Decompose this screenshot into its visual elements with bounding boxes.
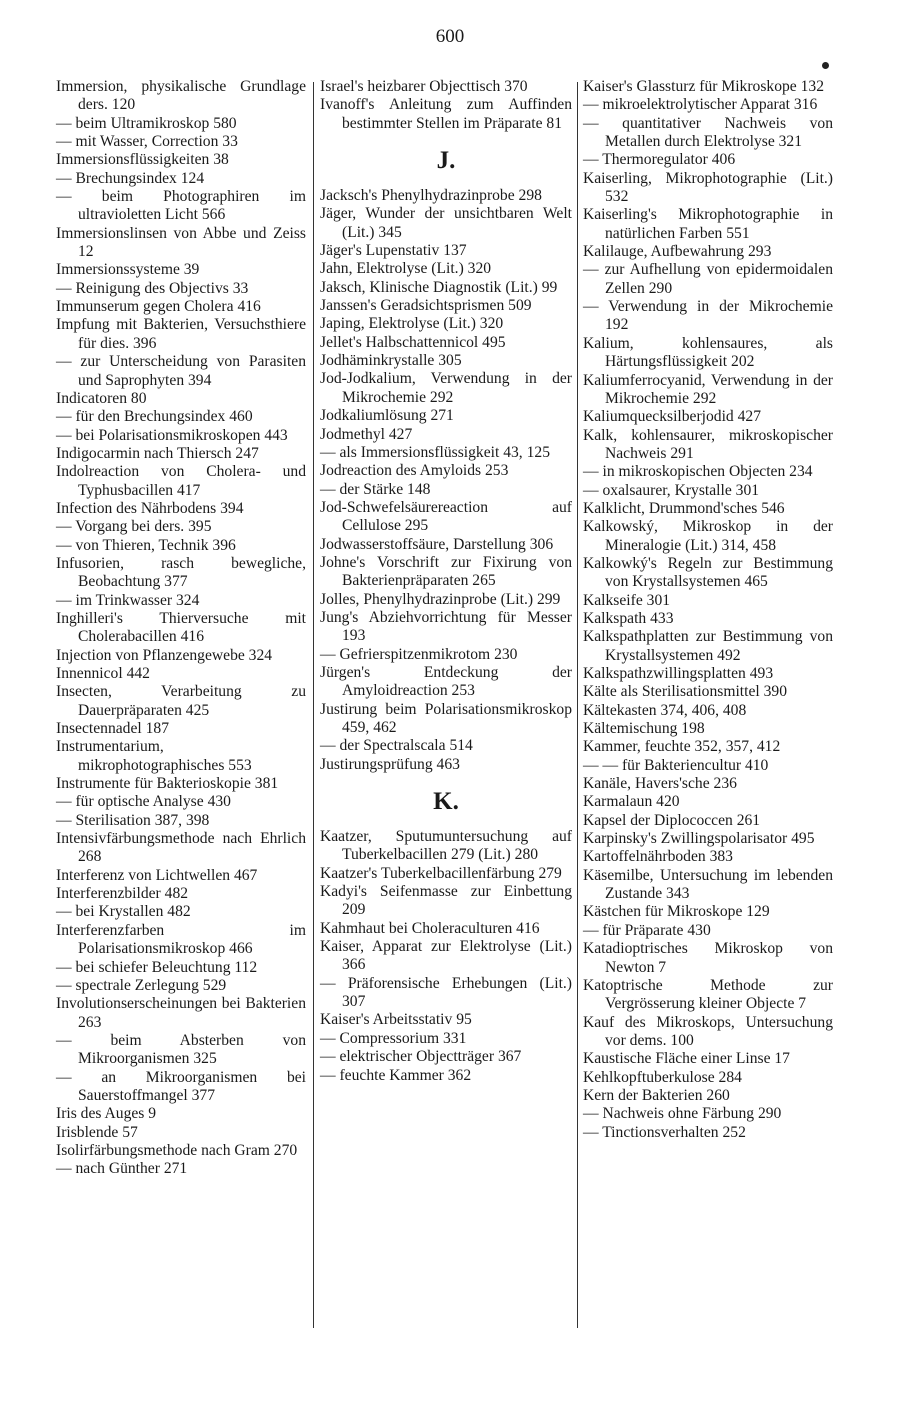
- index-entry: — mit Wasser, Correction 33: [56, 133, 238, 151]
- section-letter: J.: [436, 147, 456, 175]
- index-entry: — der Stärke 148: [320, 480, 431, 498]
- index-entry: Kaiserling's Mikrophotographie in natürlichen Farben 551: [583, 206, 833, 242]
- index-entry: Kammer, feuchte 352, 357, 412: [583, 738, 781, 756]
- index-entry: Indicatoren 80: [56, 389, 147, 407]
- index-entry: Katadioptrisches Mikroskop von Newton 7: [583, 940, 833, 976]
- index-entry: — Sterilisation 387, 398: [56, 811, 210, 829]
- index-entry: Jäger, Wunder der unsichtbaren Welt (Lit.) 345: [320, 205, 572, 241]
- index-entry: Instrumentarium, mikrophotographisches 553: [56, 738, 252, 774]
- index-entry: — an Mikroorganismen bei Sauerstoffmangel 377: [56, 1068, 306, 1104]
- index-entry: Kältekasten 374, 406, 408: [583, 701, 747, 719]
- index-entry: Kaliumferrocyanid, Verwendung in der Mikrochemie 292: [583, 371, 833, 407]
- index-entry: Jolles, Phenylhydrazinprobe (Lit.) 299: [320, 590, 561, 608]
- index-entry: Kapsel der Diplococcen 261: [583, 811, 761, 829]
- index-entry: — Tinctionsverhalten 252: [583, 1123, 746, 1141]
- index-entry: Jürgen's Entdeckung der Amyloidreaction 253: [320, 663, 572, 700]
- index-entry: Immersion, physikalische Grundlage ders. 120: [56, 78, 306, 114]
- index-entry: Kaiser, Apparat zur Elektrolyse (Lit.) 366: [320, 938, 572, 974]
- index-entry: — mikroelektrolytischer Apparat 316: [583, 96, 818, 114]
- index-entry: Involutionserscheinungen bei Bakterien 263: [56, 995, 306, 1031]
- index-entry: Jellet's Halbschattennicol 495: [320, 333, 506, 351]
- index-entry: Kaatzer, Sputumuntersuchung auf Tuberkelbacillen 279 (Lit.) 280: [320, 828, 572, 864]
- index-entry: — spectrale Zerlegung 529: [56, 976, 227, 994]
- index-entry: — der Spectralscala 514: [320, 737, 473, 755]
- index-entry: Kahmhaut bei Choleraculturen 416: [320, 919, 540, 937]
- index-entry: Infection des Nährbodens 394: [56, 499, 244, 517]
- index-entry: Kalkseife 301: [583, 591, 671, 609]
- index-entry: — elektrischer Objectträger 367: [320, 1048, 522, 1066]
- index-entry: — feuchte Kammer 362: [320, 1066, 472, 1084]
- index-entry: — Compressorium 331: [320, 1029, 467, 1047]
- index-entry: Kalk, kohlensaurer, mikroskopischer Nachweis 291: [583, 426, 833, 462]
- index-entry: Immersionssysteme 39: [56, 261, 200, 279]
- index-entry: Infusorien, rasch bewegliche, Beobachtung 377: [56, 554, 306, 591]
- index-entry: — von Thieren, Technik 396: [56, 536, 236, 554]
- index-entry: Justirung beim Polarisationsmikroskop 459, 462: [320, 700, 572, 736]
- index-entry: Jung's Abziehvorrichtung für Messer 193: [320, 608, 572, 645]
- index-entry: — — für Bakteriencultur 410: [583, 756, 769, 774]
- index-entry: — beim Photographiren im ultravioletten Licht 566: [56, 188, 306, 224]
- index-entry: — quantitativer Nachweis von Metallen durch Elektrolyse 321: [583, 114, 833, 151]
- index-entry: Injection von Pflanzengewebe 324: [56, 646, 273, 664]
- index-entry: Kern der Bakterien 260: [583, 1086, 730, 1104]
- index-entry: Kaiser's Glassturz für Mikroskope 132: [583, 78, 825, 95]
- index-entry: Kältemischung 198: [583, 720, 705, 738]
- index-entry: Israel's heizbarer Objecttisch 370: [320, 78, 528, 95]
- index-entry: Jaksch, Klinische Diagnostik (Lit.) 99: [320, 278, 558, 296]
- index-entry: Jodwasserstoffsäure, Darstellung 306: [320, 535, 554, 553]
- index-entry: Karpinsky's Zwillingspolarisator 495: [583, 830, 815, 848]
- index-entry: — Thermoregulator 406: [583, 151, 736, 169]
- index-entry: — Verwendung in der Mikrochemie 192: [583, 298, 833, 334]
- index-entry: Kalkspathplatten zur Bestimmung von Krystallsystemen 492: [583, 628, 833, 664]
- index-entry: Kaiser's Arbeitsstativ 95: [320, 1011, 472, 1029]
- index-entry: Immunserum gegen Cholera 416: [56, 298, 261, 316]
- index-entry: Kästchen für Mikroskope 129: [583, 903, 770, 921]
- index-entry: Irisblende 57: [56, 1123, 138, 1141]
- index-entry: Käsemilbe, Untersuchung im lebenden Zustande 343: [583, 866, 833, 903]
- index-entry: — Vorgang bei ders. 395: [56, 518, 212, 536]
- index-entry: Isolirfärbungsmethode nach Gram 270: [56, 1141, 298, 1159]
- index-entry: Indigocarmin nach Thiersch 247: [56, 444, 259, 462]
- index-entry: Iris des Auges 9: [56, 1105, 157, 1123]
- index-entry: — als Immersionsflüssigkeit 43, 125: [320, 443, 550, 461]
- index-entry: Immersionsflüssigkeiten 38: [56, 151, 229, 169]
- index-entry: — beim Absterben von Mikroorganismen 325: [56, 1031, 306, 1068]
- index-entry: Kalkowký's Regeln zur Bestimmung von Krystallsystemen 465: [583, 554, 833, 591]
- index-entry: — Reinigung des Objectivs 33: [56, 279, 249, 297]
- index-entry: — bei schiefer Beleuchtung 112: [56, 958, 258, 976]
- index-entry: — für den Brechungsindex 460: [56, 408, 253, 426]
- index-entry: Indolreaction von Cholera- und Typhusbacillen 417: [56, 463, 306, 499]
- index-entry: Karmalaun 420: [583, 793, 680, 811]
- index-entry: Kaliumquecksilberjodid 427: [583, 408, 761, 426]
- index-column-3: [583, 78, 833, 1142]
- index-entry: Kaatzer's Tuberkelbacillenfärbung 279: [320, 864, 562, 882]
- index-entry: — Gefrierspitzenmikrotom 230: [320, 645, 518, 663]
- index-entry: — Präforensische Erhebungen (Lit.) 307: [320, 974, 572, 1011]
- index-entry: Justirungsprüfung 463: [320, 755, 460, 773]
- index-column-1: [56, 78, 306, 1179]
- column-divider: [313, 82, 314, 1328]
- index-entry: Janssen's Geradsichtsprismen 509: [320, 297, 532, 315]
- index-entry: Instrumente für Bakterioskopie 381: [56, 775, 279, 793]
- index-entry: Kaustische Fläche einer Linse 17: [583, 1050, 790, 1068]
- index-entry: — für optische Analyse 430: [56, 793, 231, 811]
- index-entry: — bei Krystallen 482: [56, 903, 191, 921]
- index-entry: Jodhäminkrystalle 305: [320, 352, 462, 370]
- index-entry: Kanäle, Havers'sche 236: [583, 775, 737, 793]
- index-entry: Kadyi's Seifenmasse zur Einbettung 209: [320, 883, 572, 919]
- index-entry: — bei Polarisationsmikroskopen 443: [56, 426, 288, 444]
- index-entry: Jod-Schwefelsäurereaction auf Cellulose 295: [320, 498, 572, 535]
- index-entry: Ivanoff's Anleitung zum Auffinden bestimmter Stellen im Präparate 81: [320, 96, 572, 132]
- index-entry: Inghilleri's Thierversuche mit Cholerabacillen 416: [56, 609, 306, 646]
- index-entry: Katoptrische Methode zur Vergrösserung kleiner Objecte 7: [583, 976, 833, 1013]
- index-entry: Kalkspath 433: [583, 609, 674, 627]
- index-entry: — beim Ultramikroskop 580: [56, 114, 237, 132]
- index-entry: Jodkaliumlösung 271: [320, 407, 454, 425]
- index-entry: Kalium, kohlensaures, als Härtungsflüssigkeit 202: [583, 334, 833, 371]
- index-entry: — in mikroskopischen Objecten 234: [583, 463, 813, 481]
- index-entry: Kehlkopftuberkulose 284: [583, 1068, 742, 1086]
- index-entry: Jod-Jodkalium, Verwendung in der Mikrochemie 292: [320, 370, 572, 406]
- index-entry: Kälte als Sterilisationsmittel 390: [583, 683, 787, 701]
- index-entry: Kalkspathzwillingsplatten 493: [583, 665, 774, 682]
- index-entry: Jacksch's Phenylhydrazinprobe 298: [320, 187, 542, 205]
- index-entry: Immersionslinsen von Abbe und Zeiss 12: [56, 224, 306, 261]
- index-entry: Kartoffelnährboden 383: [583, 848, 733, 866]
- index-entry: Interferenzfarben im Polarisationsmikroskop 466: [56, 921, 306, 958]
- index-column-2: [320, 78, 572, 1085]
- column-divider: [577, 82, 578, 1328]
- index-entry: Insecten, Verarbeitung zu Dauerpräparaten 425: [56, 683, 306, 719]
- index-entry: Jodmethyl 427: [320, 425, 413, 443]
- ink-dot: [822, 62, 829, 69]
- page-number: 600: [435, 26, 465, 47]
- index-entry: Impfung mit Bakterien, Versuchsthiere für dies. 396: [56, 316, 306, 352]
- index-entry: Kaiserling, Mikrophotographie (Lit.) 532: [583, 169, 833, 206]
- index-entry: Kalklicht, Drummond'sches 546: [583, 499, 785, 517]
- index-entry: Kalkowský, Mikroskop in der Mineralogie (Lit.) 314, 458: [583, 518, 833, 554]
- index-entry: Jäger's Lupenstativ 137: [320, 242, 467, 260]
- index-entry: — zur Unterscheidung von Parasiten und Saprophyten 394: [56, 353, 306, 389]
- index-entry: Interferenzbilder 482: [56, 885, 189, 903]
- index-entry: Japing, Elektrolyse (Lit.) 320: [320, 315, 504, 333]
- index-entry: Interferenz von Lichtwellen 467: [56, 866, 258, 884]
- index-entry: Kalilauge, Aufbewahrung 293: [583, 243, 772, 261]
- index-entry: Insectennadel 187: [56, 720, 170, 738]
- index-entry: Johne's Vorschrift zur Fixirung von Bakterienpräparaten 265: [320, 553, 572, 590]
- index-entry: Jodreaction des Amyloids 253: [320, 462, 509, 480]
- index-entry: — zur Aufhellung von epidermoidalen Zellen 290: [583, 261, 833, 297]
- index-entry: Kauf des Mikroskops, Untersuchung vor dems. 100: [583, 1013, 833, 1049]
- index-entry: Innennicol 442: [56, 665, 150, 682]
- index-entry: — nach Günther 271: [56, 1160, 188, 1178]
- index-entry: — Nachweis ohne Färbung 290: [583, 1105, 782, 1123]
- index-entry: — Brechungsindex 124: [56, 169, 205, 187]
- index-entry: Intensivfärbungsmethode nach Ehrlich 268: [56, 830, 306, 866]
- section-letter: K.: [433, 788, 459, 816]
- index-entry: Jahn, Elektrolyse (Lit.) 320: [320, 260, 492, 278]
- index-entry: — oxalsaurer, Krystalle 301: [583, 481, 760, 499]
- index-entry: — im Trinkwasser 324: [56, 591, 200, 609]
- index-entry: — für Präparate 430: [583, 921, 711, 939]
